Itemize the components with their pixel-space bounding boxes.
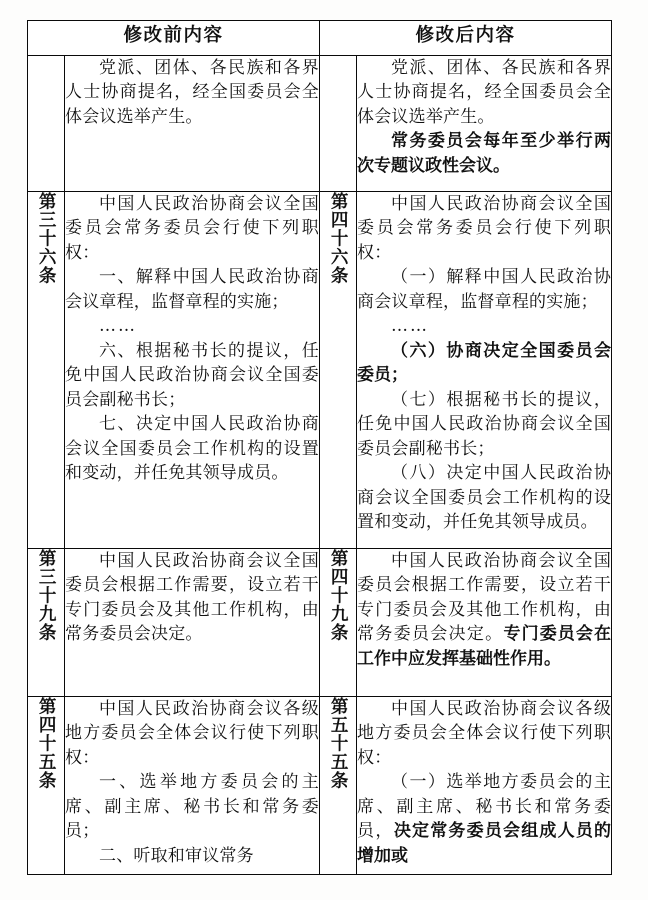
body-text: 中国人民政治协商会议全国委员会根据工作需要，设立若干专门委员会及其他工作机构，由常务委员会决定。 (65, 551, 320, 645)
content-paragraph (357, 339, 611, 388)
content-paragraph (65, 844, 319, 868)
content-paragraph (357, 770, 611, 868)
content-before (65, 697, 320, 875)
body-text: 一、解释中国人民政治协商会议章程，监督章程的实施； (65, 267, 320, 312)
body-text: 党派、团体、各民族和各界人士协商提名，经全国委员会全体会议选举产生。 (357, 58, 612, 127)
article-number-after (320, 56, 357, 192)
content-after (357, 56, 612, 192)
content-paragraph (65, 549, 319, 647)
content-after (357, 549, 612, 697)
body-text: 七、决定中国人民政治协商会议全国委员会工作机构的设置和变动，并任免其领导成员。 (65, 414, 320, 484)
body-text: 中国人民政治协商会议各级地方委员会全体会议行使下列职权： (357, 699, 612, 768)
revised-text: 专门委员会在工作中应发挥基础性作用。 (357, 624, 612, 669)
column-header-before: 修改前内容 (28, 21, 320, 56)
content-before (65, 549, 320, 697)
content-paragraph (65, 339, 319, 412)
content-paragraph (357, 314, 611, 338)
content-after (357, 192, 612, 549)
article-number-after (320, 697, 357, 875)
content-paragraph (357, 129, 611, 178)
content-paragraph (357, 265, 611, 314)
article-number-before (28, 549, 65, 697)
body-text: 中国人民政治协商会议全国委员会常务委员会行使下列职权： (65, 194, 320, 263)
article-number-before (28, 697, 65, 875)
body-text: （一）选举地方委员会的主席、副主席、秘书长和常务委员， (357, 772, 612, 842)
content-paragraph (65, 56, 319, 129)
body-text: 六、根据秘书长的提议，任免中国人民政治协商会议全国委员会副秘书长； (65, 340, 320, 410)
content-paragraph (357, 56, 611, 129)
body-text: （一）解释中国人民政治协商会议章程，监督章程的实施； (357, 267, 612, 312)
table-row (28, 549, 612, 697)
table-header-row (28, 21, 612, 56)
content-after (357, 697, 612, 875)
body-text: 党派、团体、各民族和各界人士协商提名，经全国委员会全体会议选举产生。 (65, 58, 320, 127)
article-number-label: 第五十五条 (328, 697, 349, 790)
revised-text: （六）协商决定全国委员会委员； (357, 340, 612, 386)
body-text: …… (391, 316, 430, 337)
article-number-label: 第三十九条 (36, 549, 57, 642)
content-paragraph (65, 192, 319, 265)
article-number-label: 第四十九条 (328, 549, 349, 642)
content-before (65, 56, 320, 192)
table-row (28, 56, 612, 192)
content-paragraph (65, 265, 319, 314)
article-number-label: 第四十六条 (328, 192, 349, 285)
content-paragraph (65, 412, 319, 485)
content-paragraph (357, 697, 611, 770)
body-text: （八）决定中国人民政治协商会议全国委员会工作机构的设置和变动，并任免其领导成员。 (357, 463, 612, 533)
content-before (65, 192, 320, 549)
content-paragraph (65, 314, 319, 338)
body-text: 中国人民政治协商会议各级地方委员会全体会议行使下列职权： (65, 699, 320, 768)
article-number-after (320, 549, 357, 697)
article-number-label: 第三十六条 (36, 192, 57, 285)
body-text: 中国人民政治协商会议全国委员会根据工作需要，设立若干专门委员会及其他工作机构，由常务委员会决定。 (357, 551, 612, 645)
content-paragraph (65, 770, 319, 843)
revised-text: 常务委员会每年至少举行两次专题议政性会议。 (357, 131, 612, 176)
body-text: 一、选举地方委员会的主席、副主席、秘书长和常务委员； (65, 772, 320, 842)
table-row (28, 697, 612, 875)
table-body (28, 56, 612, 875)
table-row (28, 192, 612, 549)
table-header (28, 21, 612, 56)
body-text: （七）根据秘书长的提议，任免中国人民政治协商会议全国委员会副秘书长； (357, 389, 612, 459)
article-number-label: 第四十五条 (36, 697, 57, 790)
article-number-before (28, 192, 65, 549)
content-paragraph (65, 697, 319, 770)
article-number-before (28, 56, 65, 192)
body-text: 二、听取和审议常务 (99, 845, 254, 866)
content-paragraph (357, 388, 611, 461)
comparison-table (27, 20, 612, 875)
body-text: …… (99, 316, 137, 337)
content-paragraph (357, 461, 611, 534)
revised-text: 决定常务委员会组成人员的增加或 (357, 821, 612, 866)
content-paragraph (357, 549, 611, 671)
body-text: 中国人民政治协商会议全国委员会常务委员会行使下列职权： (357, 194, 612, 263)
article-number-after (320, 192, 357, 549)
content-paragraph (357, 192, 611, 265)
column-header-after: 修改后内容 (320, 21, 612, 56)
